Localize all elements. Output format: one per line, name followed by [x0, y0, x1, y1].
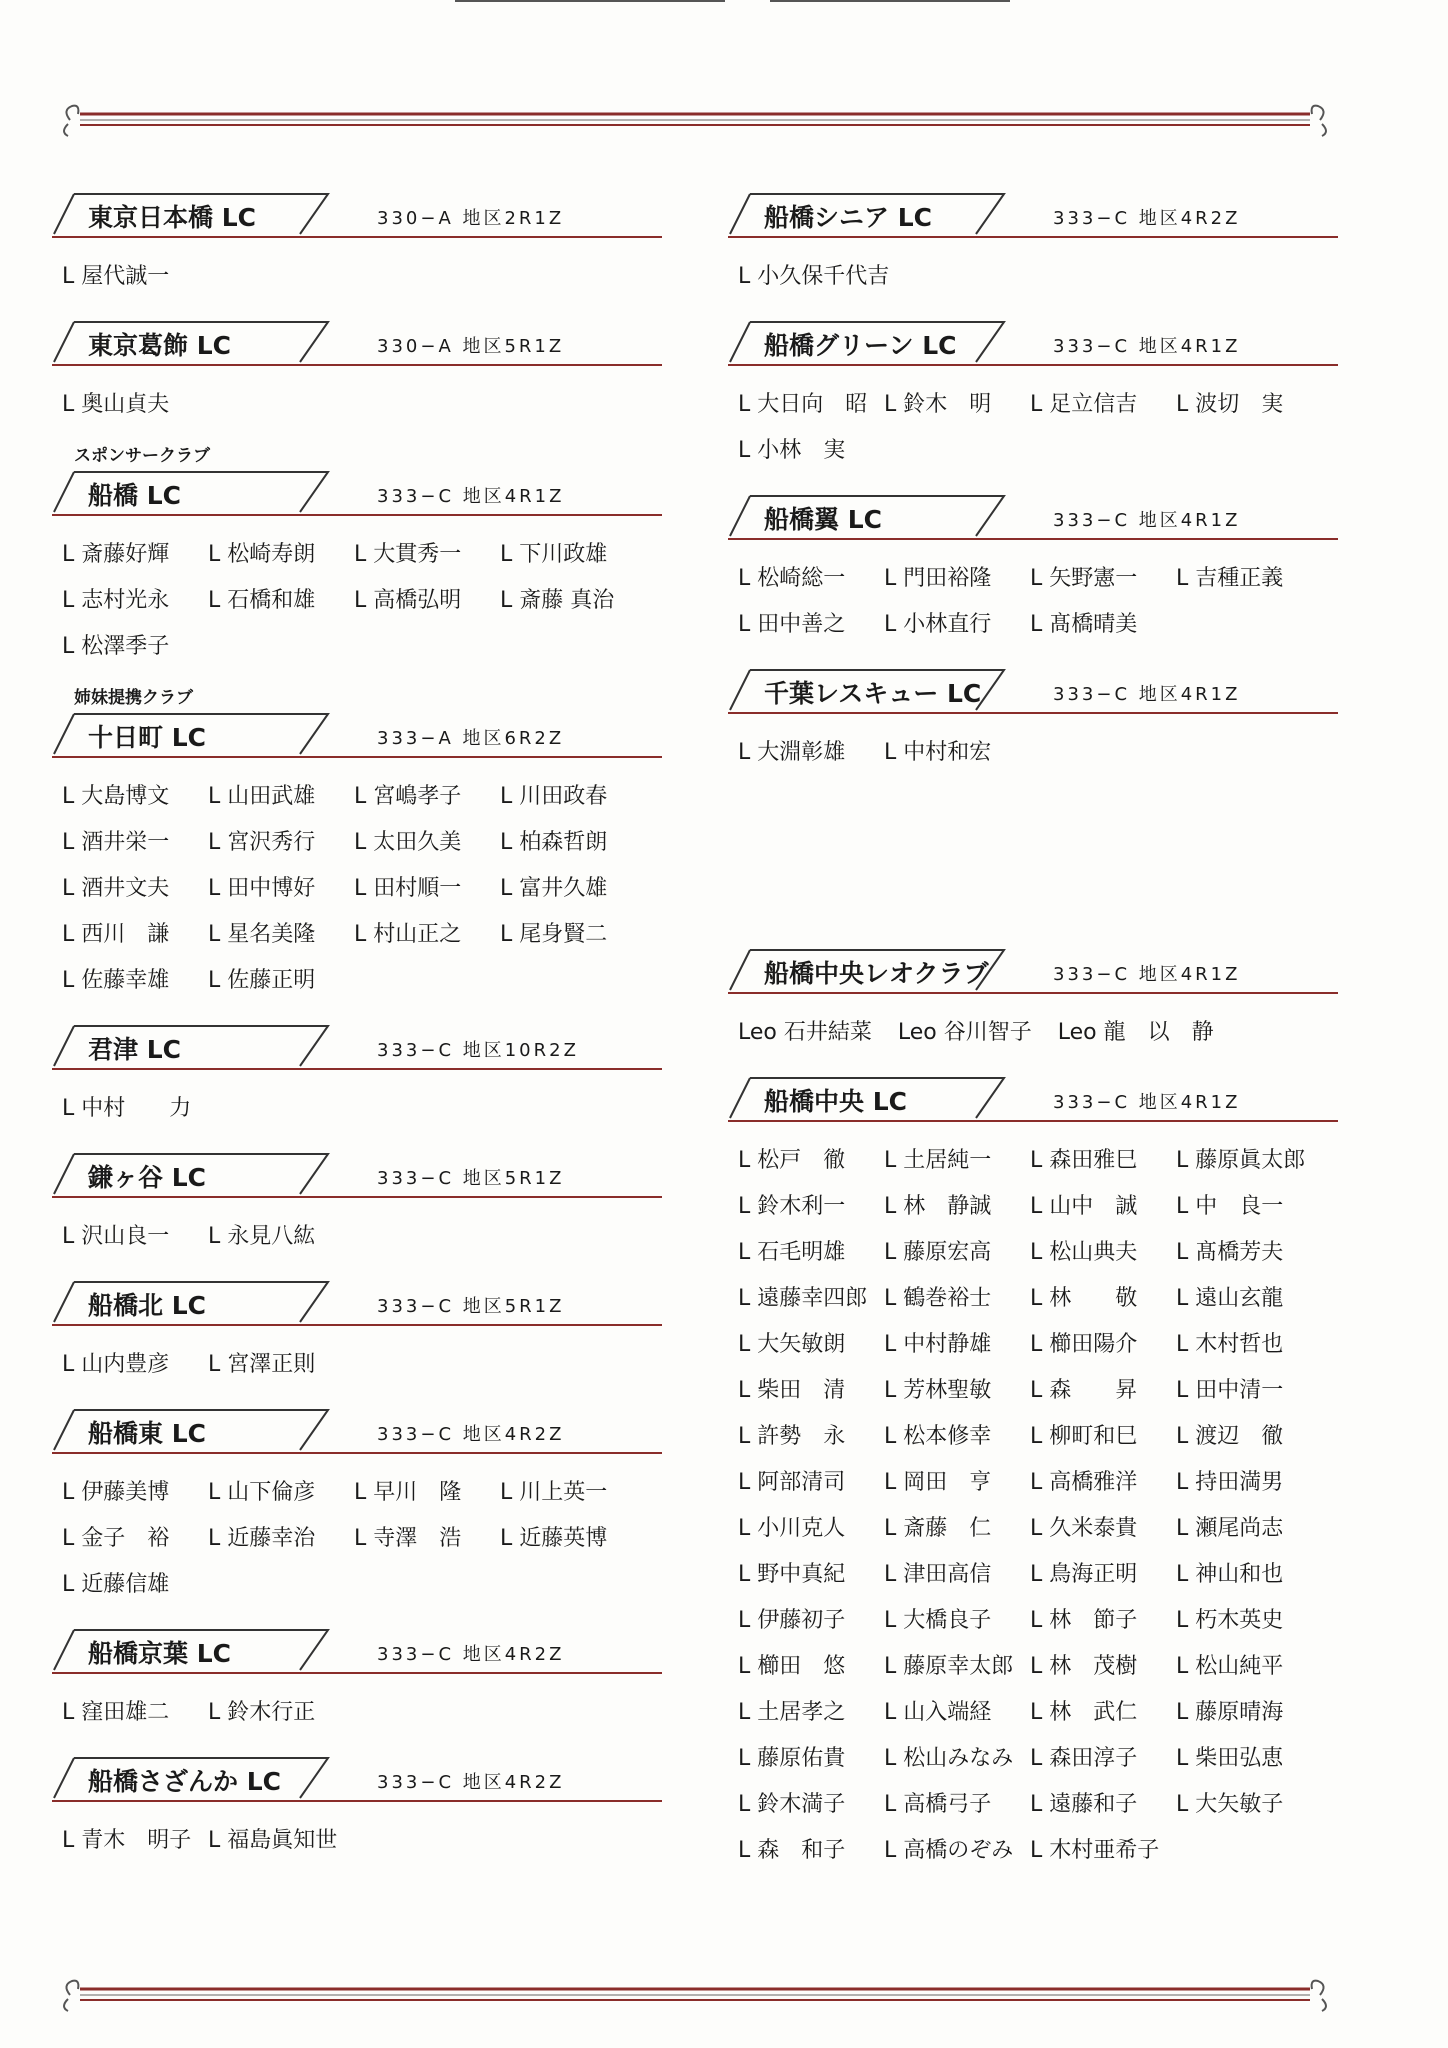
- member-name: L 村山正之: [354, 922, 462, 947]
- club-header: [52, 1278, 662, 1326]
- member-name: L 森 昇: [1030, 1378, 1138, 1403]
- member-list: [52, 1326, 662, 1388]
- member-name: L 松本修幸: [884, 1424, 992, 1449]
- member-name: L 阿部清司: [738, 1470, 846, 1495]
- member-name: L 柴田 清: [738, 1378, 846, 1403]
- member-list: [52, 366, 662, 428]
- member-name: L 西川 謙: [62, 922, 170, 947]
- member-name: L 永見八紘: [208, 1224, 316, 1249]
- club-name: 船橋グリーン LC: [764, 331, 957, 360]
- club-relation-label: スポンサークラブ: [74, 446, 210, 466]
- member-name: L 下川政雄: [500, 542, 608, 567]
- club-header: [52, 710, 662, 758]
- member-name: L 遠藤和子: [1030, 1792, 1138, 1817]
- club-block: [52, 1278, 662, 1388]
- member-name: L 藤原眞太郎: [1176, 1148, 1306, 1173]
- member-name: L 朽木英史: [1176, 1608, 1284, 1633]
- club-district: 333−C 地区4R2Z: [377, 1424, 565, 1445]
- club-block: [52, 446, 662, 670]
- member-name: L 森田淳子: [1030, 1746, 1138, 1771]
- member-name: L 田中善之: [738, 612, 846, 637]
- member-name: L 斎藤 仁: [884, 1516, 992, 1541]
- member-list: [52, 758, 662, 1004]
- club-district: 333−C 地区10R2Z: [377, 1040, 579, 1061]
- member-name: L 田中博好: [208, 876, 316, 901]
- member-name: L 佐藤幸雄: [62, 968, 170, 993]
- member-name: L 太田久美: [354, 830, 462, 855]
- member-name: L 川田政春: [500, 784, 608, 809]
- bottom-ornamental-border: [50, 1975, 1340, 2015]
- member-name: L 青木 明子: [62, 1828, 192, 1853]
- member-name: L 矢野憲一: [1030, 566, 1138, 591]
- club-header: [728, 190, 1338, 238]
- member-list: [52, 1198, 662, 1260]
- club-name: 東京葛飾 LC: [88, 331, 231, 360]
- club-district: 333−C 地区4R1Z: [1053, 510, 1241, 531]
- member-name: L 酒井栄一: [62, 830, 170, 855]
- member-name: L 高橋弘明: [354, 588, 462, 613]
- member-name: L 木村亜希子: [1030, 1838, 1160, 1863]
- club-header: [52, 1754, 662, 1802]
- member-name: L 波切 実: [1176, 392, 1284, 417]
- club-header: [52, 1150, 662, 1198]
- club-name: 千葉レスキュー LC: [764, 679, 982, 708]
- member-name: L 福島眞知世: [208, 1828, 338, 1853]
- member-name: Leo 龍 以 静: [1057, 1020, 1214, 1045]
- member-name: L 高橋のぞみ: [884, 1838, 1014, 1863]
- member-name: L 柳町和巳: [1030, 1424, 1138, 1449]
- club-block: [52, 1754, 662, 1864]
- member-name: L 林 武仁: [1030, 1700, 1138, 1725]
- club-header: [52, 318, 662, 366]
- club-header: [728, 946, 1338, 994]
- member-list: [728, 1122, 1338, 1874]
- club-district: 333−C 地区5R1Z: [377, 1296, 565, 1317]
- member-name: L 高橋雅洋: [1030, 1470, 1138, 1495]
- member-name: L 窪田雄二: [62, 1700, 170, 1725]
- club-name: 船橋さざんか LC: [88, 1767, 281, 1796]
- left-club-column: [52, 190, 662, 1882]
- member-name: L 宮嶋孝子: [354, 784, 462, 809]
- member-name: L 小久保千代吉: [738, 264, 890, 289]
- member-name: L 小林直行: [884, 612, 992, 637]
- club-block: [728, 666, 1338, 776]
- member-name: L 大橋良子: [884, 1608, 992, 1633]
- club-name: 船橋北 LC: [88, 1291, 206, 1320]
- club-name: 鎌ヶ谷 LC: [88, 1163, 206, 1192]
- member-name: L 大淵彰雄: [738, 740, 846, 765]
- member-name: L 林 敬: [1030, 1286, 1138, 1311]
- member-name: L 早川 隆: [354, 1480, 462, 1505]
- club-header: [52, 1022, 662, 1070]
- club-name: 東京日本橋 LC: [88, 203, 256, 232]
- member-name: L 柴田弘恵: [1176, 1746, 1284, 1771]
- member-name: L 近藤英博: [500, 1526, 608, 1551]
- member-name: L 山内豊彦: [62, 1352, 170, 1377]
- club-relation-label: 姉妹提携クラブ: [74, 688, 193, 708]
- member-name: L 門田裕隆: [884, 566, 992, 591]
- member-name: L 森田雅巳: [1030, 1148, 1138, 1173]
- club-name: 船橋中央 LC: [764, 1087, 907, 1116]
- club-name: 船橋東 LC: [88, 1419, 206, 1448]
- club-block: [728, 190, 1338, 300]
- member-name: L 木村哲也: [1176, 1332, 1284, 1357]
- member-name: L 松山典夫: [1030, 1240, 1138, 1265]
- club-district: 333−C 地区4R2Z: [1053, 208, 1241, 229]
- member-name: L 鈴木 明: [884, 392, 992, 417]
- club-block: [728, 318, 1338, 474]
- member-name: L 足立信吉: [1030, 392, 1138, 417]
- club-district: 330−A 地区5R1Z: [377, 336, 565, 357]
- member-name: L 藤原佑貴: [738, 1746, 846, 1771]
- member-name: L 芳林聖敏: [884, 1378, 992, 1403]
- member-name: L 佐藤正明: [208, 968, 316, 993]
- member-name: L 宮澤正則: [208, 1352, 316, 1377]
- member-name: L 酒井文夫: [62, 876, 170, 901]
- member-name: L 大日向 昭: [738, 392, 868, 417]
- member-name: Leo 谷川智子: [897, 1020, 1032, 1045]
- member-name: L 近藤幸治: [208, 1526, 316, 1551]
- member-list: [728, 994, 1338, 1056]
- member-list: [52, 1802, 662, 1864]
- member-list: [52, 1454, 662, 1608]
- club-district: 333−C 地区4R1Z: [1053, 684, 1241, 705]
- club-district: 333−C 地区4R1Z: [1053, 964, 1241, 985]
- member-name: L 小川克人: [738, 1516, 846, 1541]
- member-name: L 神山和也: [1176, 1562, 1284, 1587]
- member-name: L 尾身賢二: [500, 922, 608, 947]
- member-name: L 渡辺 徹: [1176, 1424, 1284, 1449]
- club-district: 330−A 地区2R1Z: [377, 208, 565, 229]
- club-block: [52, 1406, 662, 1608]
- member-name: L 野中真紀: [738, 1562, 846, 1587]
- member-name: L 山田武雄: [208, 784, 316, 809]
- club-district: 333−C 地区5R1Z: [377, 1168, 565, 1189]
- club-name: 船橋 LC: [88, 481, 181, 510]
- member-list: [728, 714, 1338, 776]
- club-header: [52, 1406, 662, 1454]
- member-name: L 中 良一: [1176, 1194, 1284, 1219]
- club-header: [728, 492, 1338, 540]
- member-name: L 鳥海正明: [1030, 1562, 1138, 1587]
- member-name: L 田村順一: [354, 876, 462, 901]
- member-name: L 林 静誠: [884, 1194, 992, 1219]
- member-name: L 大島博文: [62, 784, 170, 809]
- club-block: [52, 318, 662, 428]
- club-header: [52, 468, 662, 516]
- member-name: L 星名美隆: [208, 922, 316, 947]
- club-header: [52, 1626, 662, 1674]
- club-block: [52, 190, 662, 300]
- member-name: L 藤原宏高: [884, 1240, 992, 1265]
- member-name: L 遠山玄龍: [1176, 1286, 1284, 1311]
- club-name: 十日町 LC: [88, 723, 206, 752]
- member-name: L 櫛田陽介: [1030, 1332, 1138, 1357]
- member-name: L 田中清一: [1176, 1378, 1284, 1403]
- club-name: 船橋中央レオクラブ: [764, 959, 989, 988]
- club-block: [52, 1022, 662, 1132]
- club-district: 333−C 地区4R1Z: [1053, 1092, 1241, 1113]
- member-name: L 松崎総一: [738, 566, 846, 591]
- club-district: 333−C 地区4R1Z: [377, 486, 565, 507]
- member-name: L 岡田 亨: [884, 1470, 992, 1495]
- member-name: L 大貫秀一: [354, 542, 462, 567]
- club-header: [728, 318, 1338, 366]
- member-name: L 中村 力: [62, 1096, 192, 1121]
- member-name: L 松山純平: [1176, 1654, 1284, 1679]
- member-name: L 久米泰貴: [1030, 1516, 1138, 1541]
- club-district: 333−C 地区4R1Z: [1053, 336, 1241, 357]
- member-name: L 山入端経: [884, 1700, 992, 1725]
- member-name: L 奥山貞夫: [62, 392, 170, 417]
- member-list: [728, 540, 1338, 648]
- club-block: [52, 688, 662, 1004]
- member-name: L 持田満男: [1176, 1470, 1284, 1495]
- member-name: L 斎藤 真治: [500, 588, 615, 613]
- member-name: L 瀬尾尚志: [1176, 1516, 1284, 1541]
- member-name: L 藤原晴海: [1176, 1700, 1284, 1725]
- member-name: L 許勢 永: [738, 1424, 846, 1449]
- club-district: 333−A 地区6R2Z: [377, 728, 565, 749]
- member-name: L 土居純一: [884, 1148, 992, 1173]
- club-name: 君津 LC: [88, 1035, 181, 1064]
- member-name: Leo 石井結菜: [738, 1020, 872, 1045]
- member-list: [52, 238, 662, 300]
- member-list: [728, 366, 1338, 474]
- member-name: L 髙橋晴美: [1030, 612, 1138, 637]
- member-name: L 鶴巻裕士: [884, 1286, 992, 1311]
- member-name: L 斎藤好輝: [62, 542, 170, 567]
- club-block: [52, 1150, 662, 1260]
- member-name: L 松戸 徹: [738, 1148, 846, 1173]
- member-name: L 吉種正義: [1176, 566, 1284, 591]
- member-name: L 高橋弓子: [884, 1792, 992, 1817]
- member-name: L 沢山良一: [62, 1224, 170, 1249]
- member-list: [52, 1674, 662, 1736]
- member-name: L 柏森哲朗: [500, 830, 608, 855]
- club-block: [728, 492, 1338, 648]
- club-block: [52, 1626, 662, 1736]
- member-name: L 藤原幸太郎: [884, 1654, 1014, 1679]
- member-name: L 鈴木行正: [208, 1700, 316, 1725]
- member-name: L 山中 誠: [1030, 1194, 1138, 1219]
- member-name: L 鈴木利一: [738, 1194, 846, 1219]
- club-name: 船橋京葉 LC: [88, 1639, 231, 1668]
- member-name: L 金子 裕: [62, 1526, 170, 1551]
- top-ornamental-border: [50, 100, 1340, 140]
- member-name: L 鈴木満子: [738, 1792, 846, 1817]
- member-name: L 森 和子: [738, 1838, 846, 1863]
- member-name: L 中村静雄: [884, 1332, 992, 1357]
- member-name: L 髙橋芳夫: [1176, 1240, 1284, 1265]
- member-name: L 大矢敏朗: [738, 1332, 846, 1357]
- member-name: L 富井久雄: [500, 876, 608, 901]
- club-name: 船橋翼 LC: [764, 505, 882, 534]
- member-name: L 宮沢秀行: [208, 830, 316, 855]
- club-district: 333−C 地区4R2Z: [377, 1644, 565, 1665]
- member-name: L 林 節子: [1030, 1608, 1138, 1633]
- member-name: L 津田高信: [884, 1562, 992, 1587]
- club-block: [728, 946, 1338, 1056]
- member-list: [728, 238, 1338, 300]
- member-name: L 櫛田 悠: [738, 1654, 846, 1679]
- member-name: L 石橋和雄: [208, 588, 316, 613]
- club-name: 船橋シニア LC: [764, 203, 932, 232]
- member-name: L 石毛明雄: [738, 1240, 846, 1265]
- member-name: L 伊藤初子: [738, 1608, 846, 1633]
- member-name: L 川上英一: [500, 1480, 608, 1505]
- member-name: L 土居孝之: [738, 1700, 846, 1725]
- member-name: L 中村和宏: [884, 740, 992, 765]
- member-name: L 遠藤幸四郎: [738, 1286, 868, 1311]
- member-name: L 小林 実: [738, 438, 846, 463]
- club-block: [728, 1074, 1338, 1874]
- member-name: L 志村光永: [62, 588, 170, 613]
- club-header: [52, 190, 662, 238]
- member-list: [52, 516, 662, 670]
- right-club-column: [728, 190, 1338, 1892]
- member-name: L 伊藤美博: [62, 1480, 170, 1505]
- member-name: L 寺澤 浩: [354, 1526, 462, 1551]
- member-name: L 大矢敏子: [1176, 1792, 1284, 1817]
- club-district: 333−C 地区4R2Z: [377, 1772, 565, 1793]
- member-list: [52, 1070, 662, 1132]
- member-name: L 松山みなみ: [884, 1746, 1014, 1771]
- top-edge-marks: [0, 0, 1448, 6]
- club-header: [728, 1074, 1338, 1122]
- member-name: L 屋代誠一: [62, 264, 170, 289]
- member-name: L 山下倫彦: [208, 1480, 316, 1505]
- member-name: L 近藤信雄: [62, 1572, 170, 1597]
- club-header: [728, 666, 1338, 714]
- member-name: L 松澤季子: [62, 634, 170, 659]
- member-name: L 松崎寿朗: [208, 542, 316, 567]
- member-name: L 林 茂樹: [1030, 1654, 1138, 1679]
